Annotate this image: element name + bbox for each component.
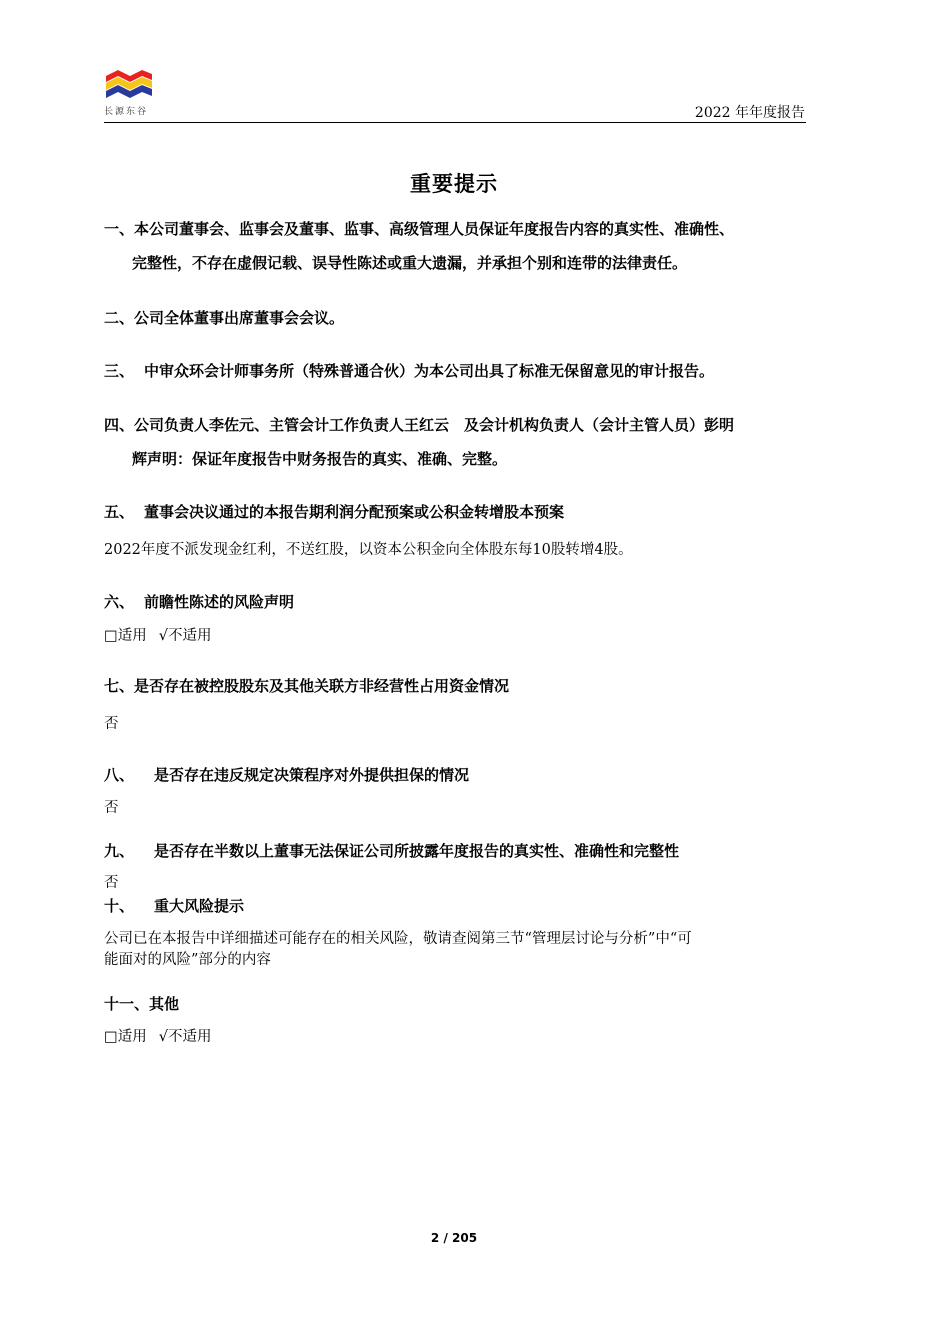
item-1-line1: 一、本公司董事会、监事会及董事、监事、高级管理人员保证年度报告内容的真实性、准确性、 [104, 220, 735, 238]
item-5-text: 董事会决议通过的本报告期利润分配预案或公积金转增股本预案 [144, 503, 565, 521]
item-3 [104, 360, 810, 382]
item-4-line1: 四、公司负责人李佐元、主管会计工作负责人王红云 及会计机构负责人（会计主管人员）彭明 [104, 416, 735, 434]
item-5-number: 五、 [104, 503, 135, 521]
logo-text: 长源东谷 [104, 107, 149, 117]
item-9 [104, 840, 810, 862]
item-9-text: 是否存在半数以上董事无法保证公司所披露年度报告的真实性、准确性和完整性 [154, 842, 680, 860]
option-applicable: □适用 [104, 1029, 147, 1045]
report-title: 2022 年年度报告 [694, 105, 805, 121]
item-7-body: 否 [104, 716, 119, 732]
item-3-text: 中审众环会计师事务所（特殊普通合伙）为本公司出具了标准无保留意见的审计报告。 [144, 362, 715, 380]
item-6 [104, 591, 810, 613]
item-4-line2: 辉声明：保证年度报告中财务报告的真实、准确、完整。 [132, 450, 508, 468]
item-9-number: 九、 [104, 842, 135, 860]
item-8 [104, 764, 810, 786]
company-logo [104, 68, 154, 118]
page-number: 2 / 205 [430, 1231, 478, 1245]
header-divider [104, 122, 806, 123]
item-10-body-line1: 公司已在本报告中详细描述可能存在的相关风险，敬请查阅第三节“管理层讨论与分析”中“可 [104, 931, 692, 947]
item-7: 七、是否存在被控股股东及其他关联方非经营性占用资金情况 [104, 677, 510, 695]
item-10-text: 重大风险提示 [154, 897, 245, 915]
option-not-applicable: √不适用 [158, 1029, 212, 1045]
item-3-number: 三、 [104, 362, 135, 380]
option-not-applicable: √不适用 [158, 628, 212, 644]
page-title: 重要提示 [410, 172, 498, 196]
item-11-options [104, 1025, 223, 1046]
item-8-body: 否 [104, 800, 119, 816]
item-5 [104, 501, 810, 523]
item-8-text: 是否存在违反规定决策程序对外提供担保的情况 [154, 766, 470, 784]
item-10-number: 十、 [104, 897, 135, 915]
option-applicable: □适用 [104, 628, 147, 644]
item-1-line2: 完整性，不存在虚假记载、误导性陈述或重大遗漏，并承担个别和连带的法律责任。 [132, 254, 688, 272]
item-6-text: 前瞻性陈述的风险声明 [144, 593, 295, 611]
item-2: 二、公司全体董事出席董事会会议。 [104, 309, 345, 327]
logo-flag-icon [104, 68, 154, 104]
item-6-options [104, 624, 223, 645]
item-10-body-line2: 能面对的风险”部分的内容 [104, 952, 271, 968]
item-9-body: 否 [104, 875, 119, 891]
item-5-body: 2022年度不派发现金红利，不送红股，以资本公积金向全体股东每10股转增4股。 [104, 542, 633, 558]
item-8-number: 八、 [104, 766, 135, 784]
item-6-number: 六、 [104, 593, 135, 611]
item-10 [104, 895, 810, 917]
item-11: 十一、其他 [104, 995, 180, 1013]
